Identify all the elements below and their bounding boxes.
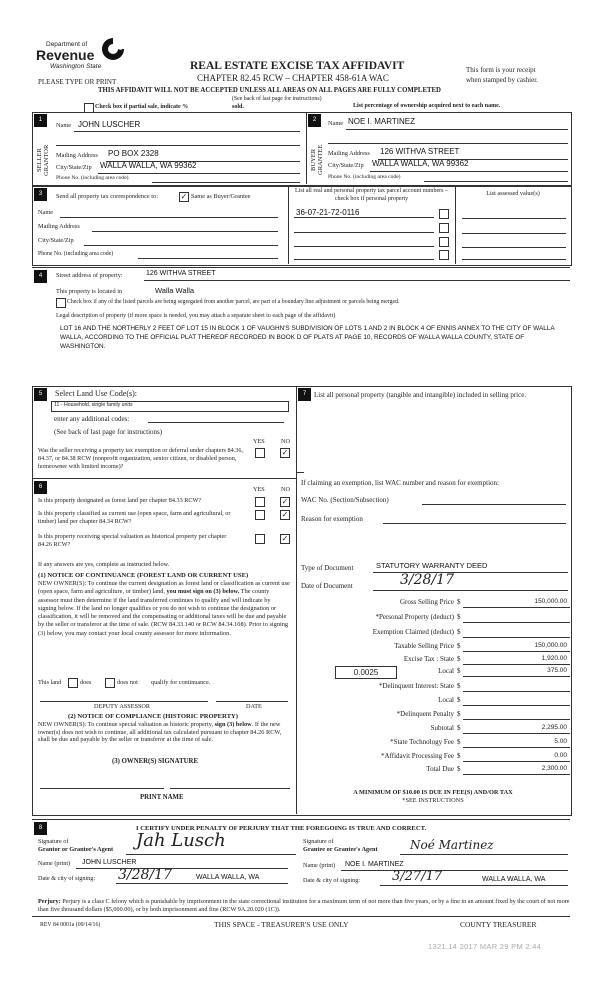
segregated-checkbox[interactable]: [56, 298, 66, 308]
notice1-bold: you must sign on (3) below.: [166, 588, 240, 596]
exemption-question: Was the seller receiving a property tax exemption or deferral under chapters 84.36, 84.37, or 84.38 RCW (nonprofit organization, senior citizen, or disabled person, homeowner with limited income)?: [38, 447, 243, 470]
certify-text: I CERTIFY UNDER PENALTY OF PERJURY THAT THE FOREGOING IS TRUE AND CORRECT.: [136, 825, 427, 832]
doc-date-label: Date of Document: [301, 582, 353, 590]
does-not-label: does not: [117, 679, 138, 686]
legal-description[interactable]: LOT 16 AND THE NORTHERLY 2 FEET OF LOT 15 IN BLOCK 1 OF VAUGHN'S SUBDIVISION OF LOTS 1 AND 2 IN BLOCK 4 OF ENNIS ANNEX TO THE CITY OF WALLA WALLA, ACCORDING TO THE OFFICIAL PLAT THEREOF RECORDED IN BOOK D OF PLATS AT PAGE 10, RECORDS OF WALLA WALLA COUNTY, STATE OF WASHINGTON.: [60, 325, 555, 350]
perjury-text: [38, 898, 570, 914]
fee-row: Total Due $ 2,300.00: [300, 765, 570, 776]
buyer-grantee-label: BUYER GRANTEE: [310, 144, 324, 176]
assessor-date-line[interactable]: [216, 701, 288, 702]
section-6-number: 6: [34, 481, 47, 494]
receipt-note-2: when stamped by cashier.: [466, 76, 538, 84]
section-1-number: 1: [34, 114, 47, 127]
corr-city-label: City/State/Zip: [38, 237, 74, 244]
notice1-text-b: The county assessor must then determine if the land transferred continues to qualify and will indicate by signing below. If the land no longer qualifies or you do not wish to continue the designation or classification, it will be removed and the compensating or additional taxes will be due and payable by the seller or transferor at the time of sale. (RCW 84.33.140 or RCW 84.34.108). Prior to signing (3) below, you may contact your local county assessor for more information.: [38, 588, 289, 637]
please-type: PLEASE TYPE OR PRINT: [38, 78, 117, 86]
seller-city-field[interactable]: WALLA WALLA, WA 99362: [100, 161, 197, 170]
same-as-buyer-checkbox[interactable]: ✓: [180, 192, 188, 201]
parcel-3-field[interactable]: [294, 246, 434, 247]
q2-no-checkbox[interactable]: ✓: [281, 510, 289, 519]
s5-yes-header: YES: [253, 438, 265, 445]
assessed-2-field[interactable]: [462, 233, 566, 234]
grantee-sig-label-2: Grantee or Grantee's Agent: [303, 846, 378, 853]
gross-selling-price[interactable]: 150,000.00: [534, 598, 567, 605]
section-2-number: 2: [308, 114, 321, 127]
s5-no-checkbox[interactable]: ✓: [281, 448, 289, 457]
q1-yes-checkbox[interactable]: [255, 497, 265, 507]
parcel-header: List all real and personal property tax parcel account numbers – check box if personal property: [295, 188, 448, 202]
perjury-body: Perjury is a class C felony which is punishable by imprisonment in the state correctional institution for a maximum term of not more than five years, or by a fine in an amount fixed by the court of not more than five thousand dollars ($5,000.00), or by both imprisonment and fine (RCW 9A.20.020 (1C)).: [38, 898, 570, 913]
excise-tax-state[interactable]: 1,920.00: [541, 655, 567, 662]
s5-no-header: NO: [281, 438, 290, 445]
grantor-date-label: Date & city of signing:: [38, 875, 96, 882]
buyer-name-label: Name: [328, 120, 344, 127]
section-4-number: 4: [34, 270, 47, 283]
street-field[interactable]: 126 WITHVA STREET: [146, 270, 216, 277]
see-instructions: *SEE INSTRUCTIONS: [402, 797, 464, 804]
seller-mailing-label: Mailing Address: [56, 152, 98, 159]
buyer-phone-label: Phone No. (including area code): [328, 174, 401, 180]
buyer-city-field[interactable]: WALLA WALLA, WA 99362: [372, 159, 469, 168]
corr-name-field[interactable]: [60, 217, 278, 218]
seller-city-label: City/State/Zip: [56, 164, 92, 171]
grantee-city-field[interactable]: WALLA WALLA, WA: [482, 876, 546, 883]
excise-tax-local[interactable]: 375.00: [547, 667, 567, 674]
same-as-buyer-label: Same as Buyer/Grantee: [191, 193, 251, 200]
receipt-note-1: This form is your receipt: [466, 66, 536, 74]
fee-row: *Affidavit Processing Fee $ 0.00: [300, 752, 570, 763]
form-title: REAL ESTATE EXCISE TAX AFFIDAVIT: [190, 60, 405, 72]
form-subtitle: CHAPTER 82.45 RCW – CHAPTER 458-61A WAC: [197, 73, 389, 83]
grantor-city-field[interactable]: WALLA WALLA, WA: [196, 874, 260, 881]
logo-line1: Department of: [46, 41, 88, 48]
notice1-text-a: NEW OWNER(S): To continue the current designation as forest land or classification as current use (open space, farm and agriculture, or timber) land,: [38, 580, 290, 596]
fee-row: *Personal Property (deduct) $: [300, 613, 570, 624]
segregated-label: Check box if any of the listed parcels are being segregated from another parcel, are part of a boundary line adjustment or parcels being merged.: [67, 299, 400, 305]
this-land-label: This land: [38, 679, 62, 686]
assessed-4-field[interactable]: [462, 259, 566, 260]
street-label: Street address of property:: [56, 272, 123, 279]
corr-mailing-label: Mailing Address: [38, 223, 80, 230]
section-3-number: 3: [34, 188, 47, 201]
additional-codes-field[interactable]: [148, 422, 284, 423]
fee-row: Local $ 375.00: [300, 667, 570, 678]
grantee-date-field[interactable]: 3/27/17: [392, 869, 443, 884]
reason-label: Reason for exemption: [301, 515, 363, 523]
dor-logo: [36, 36, 131, 76]
land-use-label: Select Land Use Code(s):: [55, 389, 137, 398]
print-name-label: PRINT NAME: [140, 794, 184, 801]
fee-row: Exemption Claimed (deduct) $: [300, 628, 570, 639]
corr-phone-field[interactable]: [138, 258, 278, 259]
owner-signature-label: (3) OWNER(S) SIGNATURE: [112, 758, 198, 765]
personal-property-label: List all personal property (tangible and intangible) included in selling price.: [314, 391, 527, 399]
s6-no-header: NO: [281, 486, 290, 493]
logo-line3: Washington State: [50, 63, 102, 70]
s6-yes-header: YES: [253, 486, 265, 493]
corr-name-label: Name: [38, 209, 54, 216]
parcel-1-field[interactable]: 36-07-21-72-0116: [296, 208, 360, 217]
q1-no-checkbox[interactable]: ✓: [281, 497, 289, 506]
s5-yes-checkbox[interactable]: [255, 448, 265, 458]
notice2-text-b: . If the new owner(s) does not wish to continue, all additional tax calculated pursuant to chapter 84.26 RCW, shall be due and payable by the seller or transferor at the time of sale.: [38, 721, 282, 744]
parcel-2-field[interactable]: [294, 232, 434, 233]
buyer-mailing-label: Mailing Address: [328, 150, 370, 157]
reason-field[interactable]: [383, 523, 566, 524]
doc-date-field[interactable]: 3/28/17: [400, 572, 454, 588]
buyer-city-label: City/State/Zip: [328, 162, 364, 169]
fee-row: *Delinquent Penalty $: [300, 710, 570, 721]
parcel-2-personal-checkbox[interactable]: [439, 223, 449, 233]
forest-land-question: Is this property designated as forest land per chapter 84.33 RCW?: [38, 497, 202, 504]
parcel-4-field[interactable]: [294, 259, 434, 260]
fee-row: Local $: [300, 696, 570, 707]
correspondence-label: Send all property tax correspondence to:: [56, 193, 158, 200]
minimum-note: A MINIMUM OF $10.00 IS DUE IN FEE(S) AND/OR TAX: [353, 789, 513, 796]
legal-label: Legal description of property (if more space is needed, you may attach a separate sheet to each page of the affidavit): [56, 313, 336, 319]
section-5-number: 5: [34, 388, 47, 401]
assessed-header: List assessed value(s): [486, 190, 540, 197]
date-label: DATE: [246, 703, 262, 710]
q2-yes-checkbox[interactable]: [255, 510, 265, 520]
assessed-3-field[interactable]: [462, 247, 566, 248]
doc-type-field[interactable]: STATUTORY WARRANTY DEED: [376, 561, 488, 570]
land-use-value: 11 - Household, single family units: [54, 402, 133, 408]
partial-sale-label: Check box if partial sale, indicate %: [95, 104, 189, 110]
parcel-1-personal-checkbox[interactable]: [439, 209, 449, 219]
assessed-1-field[interactable]: [462, 218, 566, 219]
form-number: REV 84 0001a (09/14/16): [40, 922, 101, 928]
owner-signature-line-2[interactable]: [170, 788, 290, 789]
grantor-name-field[interactable]: JOHN LUSCHER: [82, 859, 137, 866]
fee-row: *State Technology Fee $ 5.00: [300, 738, 570, 749]
grantee-name-field[interactable]: NOE I. MARTINEZ: [345, 861, 404, 868]
grantee-date-label: Date & city of signing:: [303, 877, 361, 884]
state-technology-fee[interactable]: 5.00: [554, 738, 567, 745]
ownership-note: List percentage of ownership acquired next to each name.: [353, 103, 501, 109]
notice2-text-a: NEW OWNER(S): To continue special valuation as historic property,: [38, 721, 214, 728]
seller-name-label: Name: [56, 122, 72, 129]
parcel-3-personal-checkbox[interactable]: [439, 237, 449, 247]
located-label: This property is located in: [56, 288, 123, 295]
corr-mailing-field[interactable]: [92, 231, 278, 232]
buyer-mailing-field[interactable]: 126 WITHVA STREET: [380, 147, 460, 156]
notice2-bold: sign (3) below: [214, 721, 252, 728]
county-treasurer: COUNTY TREASURER: [460, 920, 537, 929]
deputy-assessor-label: DEPUTY ASSESSOR: [94, 703, 150, 710]
located-field[interactable]: Walla Walla: [155, 286, 195, 295]
deputy-assessor-line[interactable]: [40, 701, 208, 702]
treasurer-use: THIS SPACE - TREASURER'S USE ONLY: [214, 920, 349, 929]
fee-row: Gross Selling Price $ 150,000.00: [300, 598, 570, 609]
doc-type-label: Type of Document: [301, 564, 354, 572]
grantor-date-field[interactable]: 3/28/17: [118, 867, 172, 883]
taxable-selling-price[interactable]: 150,000.00: [534, 642, 567, 649]
fee-row: Excise Tax : State $ 1,920.00: [300, 655, 570, 666]
seller-name-field[interactable]: JOHN LUSCHER: [78, 120, 141, 129]
perjury-bold: Perjury:: [38, 898, 61, 905]
does-not-checkbox[interactable]: [105, 678, 115, 688]
seller-grantor-label: SELLER GRANTOR: [36, 144, 50, 176]
owner-signature-line[interactable]: [40, 788, 164, 789]
subtotal[interactable]: 2,295.00: [541, 724, 567, 731]
buyer-name-field[interactable]: NOE I. MARTINEZ: [348, 117, 415, 126]
fee-row: *Delinquent Interest: State $: [300, 682, 570, 693]
dor-swirl-logo-icon: [100, 36, 126, 62]
if-yes-note: If any answers are yes, complete as instructed below.: [38, 561, 170, 568]
treasurer-stamp: 1321.14 2017 MAR 29 PM 2:44: [428, 942, 542, 951]
seller-phone-label: Phone No. (including area code): [56, 175, 129, 181]
total-due[interactable]: 2,300.00: [541, 765, 567, 772]
grantee-signature[interactable]: Noé Martinez: [410, 838, 494, 852]
seller-mailing-field[interactable]: PO BOX 2328: [108, 149, 159, 158]
wac-field[interactable]: [422, 504, 566, 505]
notice1-text: [38, 580, 290, 638]
does-label: does: [80, 679, 92, 686]
grantor-sig-label-2: Grantor or Grantor's Agent: [38, 846, 114, 853]
logo-line2: Revenue: [36, 47, 95, 63]
does-checkbox[interactable]: [68, 678, 78, 688]
section-8-number: 8: [34, 822, 47, 835]
warning-text: THIS AFFIDAVIT WILL NOT BE ACCEPTED UNLESS ALL AREAS ON ALL PAGES ARE FULLY COMPLETED: [98, 87, 441, 94]
local-rate-box[interactable]: 0.0025: [335, 666, 397, 679]
fee-row: Subtotal $ 2,295.00: [300, 724, 570, 735]
notice1-title: (1) NOTICE OF CONTINUANCE (FOREST LAND OR CURRENT USE): [38, 572, 249, 579]
sold-label: sold.: [232, 104, 244, 110]
notice2-title: (2) NOTICE OF COMPLIANCE (HISTORIC PROPERTY): [68, 713, 238, 720]
grantee-name-label: Name (print): [303, 862, 336, 869]
instructions-note: (See back of last page for instructions): [232, 96, 322, 102]
section-7-number: 7: [298, 388, 311, 401]
parcel-4-personal-checkbox[interactable]: [439, 250, 449, 260]
q3-yes-checkbox[interactable]: [255, 534, 265, 544]
grantor-signature[interactable]: Jah Lusch: [136, 830, 226, 851]
grantor-name-label: Name (print): [38, 860, 71, 867]
corr-city-field[interactable]: [84, 245, 278, 246]
affidavit-processing-fee[interactable]: 0.00: [554, 752, 567, 759]
grantee-sig-label-1: Signature of: [303, 838, 334, 845]
q3-no-checkbox[interactable]: ✓: [281, 534, 289, 543]
fee-row: Taxable Selling Price $ 150,000.00: [300, 642, 570, 653]
see-back-note: (See back of last page for instructions): [54, 428, 163, 436]
wac-label: WAC No. (Section/Subsection): [301, 496, 389, 504]
qualify-label: qualify for continuance.: [151, 679, 211, 686]
notice2-text: [38, 721, 290, 744]
historic-question: Is this property receiving special valuation as historical property per chapter 84.26 RCW?: [38, 533, 227, 548]
current-use-question: Is this property classified as current use (open space, farm and agricultural, or timber) land per chapter 84.34 RCW?: [38, 510, 231, 525]
additional-codes-label: enter any additional codes:: [54, 415, 130, 423]
grantor-sig-label-1: Signature of: [38, 838, 69, 845]
exemption-label: If claiming an exemption, list WAC number and reason for exemption:: [301, 479, 499, 487]
corr-phone-label: Phone No. (including area code): [38, 251, 114, 257]
